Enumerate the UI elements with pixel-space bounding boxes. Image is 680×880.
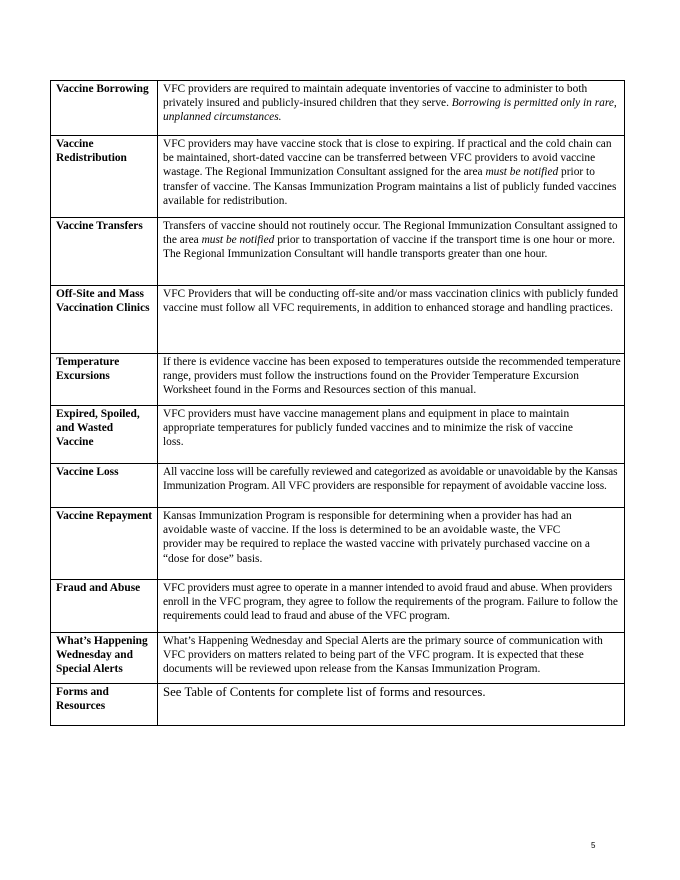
description-text: VFC providers are required to maintain adequate inventories of vaccine to administer to both privately insured and publicly-insured children that they serve.: [163, 83, 588, 110]
table-row: [51, 580, 625, 633]
table-row: [51, 406, 625, 464]
description-text: prior to transportation of vaccine if the transport time is one hour or more. The Regional Immunization Consultant will handle transports greater than one hour.: [163, 234, 616, 261]
description-text: VFC Providers that will be conducting off-site and/or mass vaccination clinics with publicly funded vaccine must follow all VFC requirements, in addition to enhanced storage and handling practices.: [163, 288, 619, 315]
row-term: Vaccine Transfers: [51, 218, 158, 286]
row-description: [158, 354, 625, 406]
description-italic-text: Borrowing is permitted only in rare, unplanned circumstances.: [163, 97, 617, 124]
row-description: [158, 136, 625, 218]
description-text: VFC providers may have vaccine stock that is close to expiring. If practical and the cold chain can be maintained, short-dated vaccine can be transferred between VFC providers to avoid vaccine wastage. The Regional Immunization Consultant assigned for the area: [163, 138, 612, 179]
page-number: 5: [591, 841, 596, 850]
description-text: All vaccine loss will be carefully reviewed and categorized as avoidable or unavoidable by the Kansas Immunization Program. All VFC providers are responsible for repayment of avoidable vaccine loss.: [163, 466, 618, 493]
description-text: prior to transfer of vaccine. The Kansas Immunization Program maintains a list of publicly funded vaccines available for redistribution.: [163, 166, 617, 207]
table-row: [51, 508, 625, 580]
table-row: [51, 81, 625, 136]
description-text: Kansas Immunization Program is responsible for determining when a provider has had an avoidable waste of vaccine. If the loss is determined to be an avoidable waste, the VFC provider may be required to replace the wasted vaccine with privately purchased vaccine on a “dose for dose” basis.: [163, 510, 590, 565]
row-description: [158, 81, 625, 136]
row-term: Forms and Resources: [51, 683, 158, 725]
table-row: [51, 136, 625, 218]
description-text: What’s Happening Wednesday and Special Alerts are the primary source of communication with VFC providers on matters related to being part of the VFC program. It is expected that these documents will be reviewed upon release from the Kansas Immunization Program.: [163, 635, 603, 676]
row-term: Vaccine Loss: [51, 464, 158, 508]
row-term: Vaccine Redistribution: [51, 136, 158, 218]
vfc-policy-table: [50, 80, 625, 726]
row-description: [158, 218, 625, 286]
table-row: [51, 633, 625, 684]
row-description: [158, 464, 625, 508]
row-description: [158, 683, 625, 725]
description-italic-text: must be notified: [485, 166, 559, 179]
row-term: Expired, Spoiled, and Wasted Vaccine: [51, 406, 158, 464]
table-row: [51, 218, 625, 286]
row-term: Vaccine Borrowing: [51, 81, 158, 136]
row-term: What’s Happening Wednesday and Special Alerts: [51, 633, 158, 684]
description-text: If there is evidence vaccine has been exposed to temperatures outside the recommended temperature range, providers must follow the instructions found on the Provider Temperature Excursion Worksheet found in the Forms and Resources section of this manual.: [163, 356, 621, 397]
description-text: VFC providers must have vaccine management plans and equipment in place to maintain appropriate temperatures for publicly funded vaccines and to minimize the risk of vaccine loss.: [163, 408, 573, 449]
row-term: Vaccine Repayment: [51, 508, 158, 580]
description-text: See Table of Contents for complete list of forms and resources.: [163, 684, 486, 699]
table-row: [51, 286, 625, 354]
row-term: Off-Site and Mass Vaccination Clinics: [51, 286, 158, 354]
table-row: [51, 354, 625, 406]
row-term: Temperature Excursions: [51, 354, 158, 406]
row-description: [158, 508, 625, 580]
row-description: [158, 286, 625, 354]
row-description: [158, 580, 625, 633]
description-italic-text: must be notified: [201, 234, 275, 247]
description-text: VFC providers must agree to operate in a manner intended to avoid fraud and abuse. When providers enroll in the VFC program, they agree to follow the requirements of the program. Failure to follow the requirements could lead to fraud and abuse of the VFC program.: [163, 582, 618, 623]
table-row: [51, 464, 625, 508]
row-description: [158, 406, 625, 464]
row-description: [158, 633, 625, 684]
row-term: Fraud and Abuse: [51, 580, 158, 633]
description-text: Transfers of vaccine should not routinely occur. The Regional Immunization Consultant assigned to the area: [163, 220, 618, 247]
table-row: [51, 683, 625, 725]
